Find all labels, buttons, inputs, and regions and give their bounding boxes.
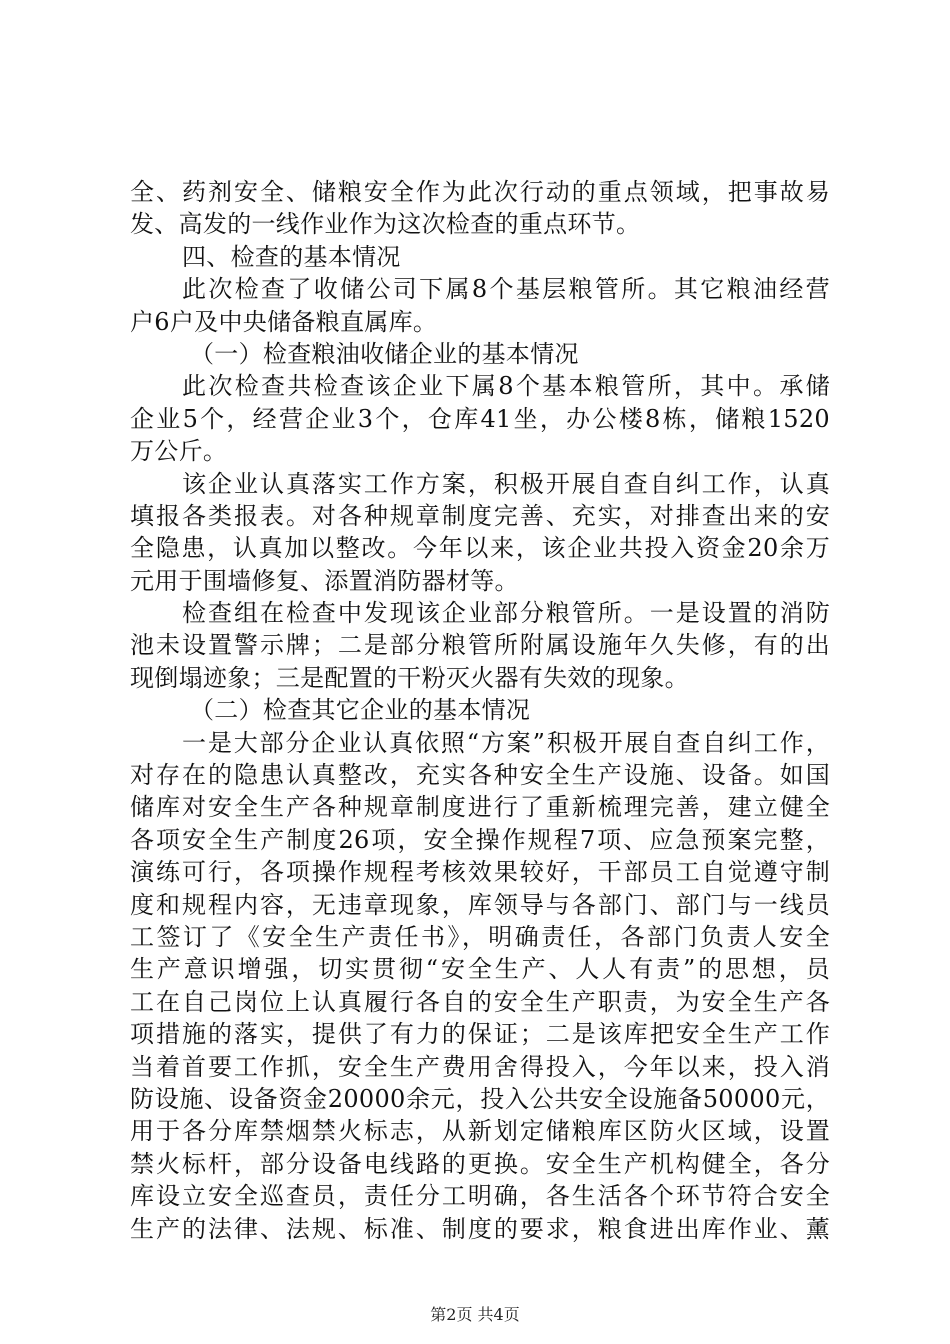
- text-line: 度和规程内容，无违章现象，库领导与各部门、部门与一线员: [130, 890, 830, 919]
- text-line: 当着首要工作抓，安全生产费用舍得投入，今年以来，投入消: [130, 1052, 830, 1081]
- text-line: 库设立安全巡查员，责任分工明确，各生活各个环节符合安全: [130, 1182, 830, 1211]
- text-line: 各项安全生产制度26项，安全操作规程7项、应急预案完整，: [130, 825, 830, 854]
- text-line: 户6户及中央储备粮直属库。: [130, 307, 438, 336]
- text-line: 全、药剂安全、储粮安全作为此次行动的重点领域，把事故易: [130, 178, 830, 206]
- page-footer: 第2页 共4页: [430, 1305, 520, 1324]
- text-line: 发、高发的一线作业作为这次检查的重点环节。: [130, 210, 641, 239]
- text-line: 工签订了《安全生产责任书》，明确责任，各部门负责人安全: [130, 922, 830, 951]
- text-line: 生产的法律、法规、标准、制度的要求，粮食进出库作业、薰: [130, 1214, 830, 1243]
- text-line: （二）检查其它企业的基本情况: [190, 696, 531, 725]
- text-line: 此次检查共检查该企业下属8个基本粮管所，其中。承储: [182, 372, 830, 401]
- text-line: 演练可行，各项操作规程考核效果较好，干部员工自觉遵守制: [130, 858, 830, 887]
- text-line: 元用于围墙修复、添置消防器材等。: [130, 566, 519, 595]
- text-line: 四、检查的基本情况: [182, 242, 401, 271]
- text-line: 对存在的隐患认真整改，充实各种安全生产设施、设备。如国: [130, 761, 830, 790]
- document-body: [130, 176, 830, 1245]
- text-line: 万公斤。: [130, 437, 228, 466]
- text-line: 用于各分库禁烟禁火标志，从新划定储粮库区防火区域，设置: [130, 1117, 830, 1146]
- text-line: 填报各类报表。对各种规章制度完善、充实，对排查出来的安: [130, 501, 830, 530]
- text-line: 禁火标杆，部分设备电线路的更换。安全生产机构健全，各分: [130, 1149, 830, 1178]
- text-line: 检查组在检查中发现该企业部分粮管所。一是设置的消防: [182, 599, 830, 628]
- text-line: 生产意识增强，切实贯彻“安全生产、人人有责”的思想，员: [130, 955, 830, 984]
- text-line: 防设施、设备资金20000余元，投入公共安全设施备50000元，: [130, 1084, 830, 1113]
- text-line: 全隐患，认真加以整改。今年以来，该企业共投入资金20余万: [130, 534, 830, 563]
- text-line: 现倒塌迹象；三是配置的干粉灭火器有失效的现象。: [130, 663, 689, 692]
- text-line: 该企业认真落实工作方案，积极开展自查自纠工作，认真: [182, 469, 830, 498]
- text-line: 企业5个，经营企业3个，仓库41坐，办公楼8栋，储粮1520: [130, 404, 830, 433]
- text-line: 此次检查了收储公司下属8个基层粮管所。其它粮油经营: [182, 275, 830, 304]
- text-line: 池未设置警示牌；二是部分粮管所附属设施年久失修，有的出: [130, 631, 830, 660]
- text-line: （一）检查粮油收储企业的基本情况: [190, 339, 579, 368]
- text-line: 储库对安全生产各种规章制度进行了重新梳理完善，建立健全: [130, 793, 830, 822]
- text-line: 一是大部分企业认真依照“方案”积极开展自查自纠工作，: [182, 728, 830, 757]
- text-line: 项措施的落实，提供了有力的保证；二是该库把安全生产工作: [130, 1020, 830, 1049]
- text-line: 工在自己岗位上认真履行各自的安全生产职责，为安全生产各: [130, 987, 830, 1016]
